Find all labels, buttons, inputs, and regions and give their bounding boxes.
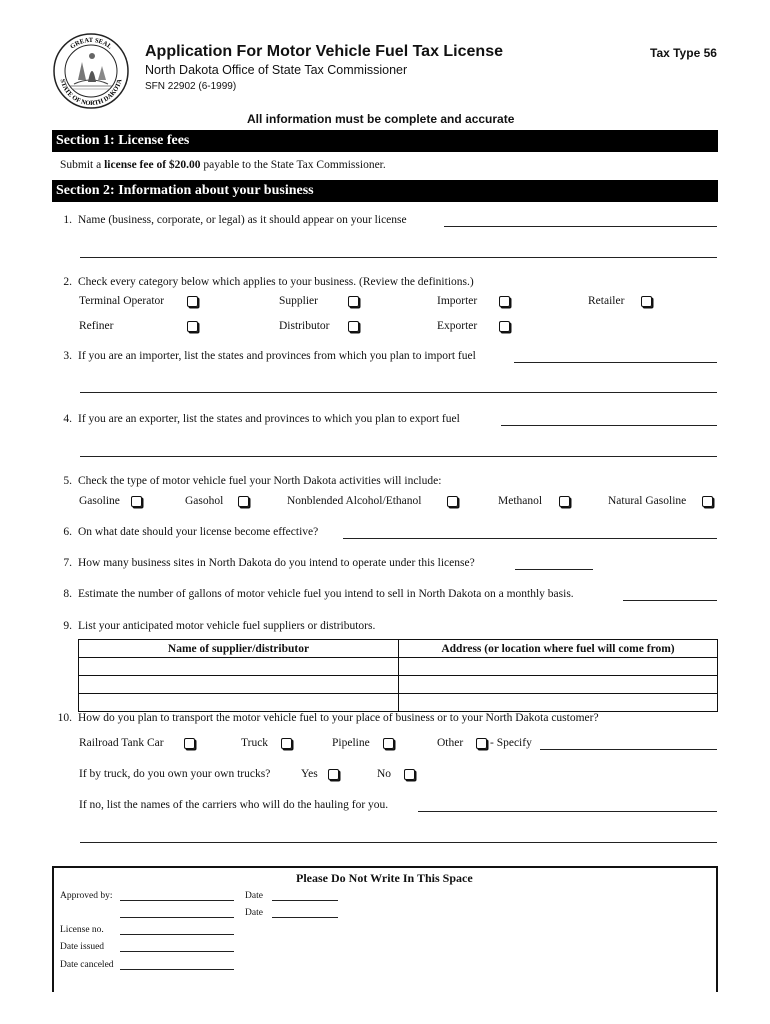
section-1-heading: Section 1: License fees xyxy=(52,130,718,152)
checkbox-pipeline-box[interactable] xyxy=(383,738,394,749)
checkbox-retailer[interactable]: Retailer xyxy=(588,295,625,307)
checkbox-no-box[interactable] xyxy=(404,769,415,780)
question-4: 4. If you are an exporter, list the states and provinces to which you plan to export fuel xyxy=(63,413,460,425)
question-7: 7. How many business sites in North Dakota do you intend to operate under this license? xyxy=(63,557,475,569)
checkbox-distributor[interactable]: Distributor xyxy=(279,320,330,332)
question-5: 5. Check the type of motor vehicle fuel your North Dakota activities will include: xyxy=(63,475,442,487)
date-issued-field xyxy=(120,951,234,952)
form-title: Application For Motor Vehicle Fuel Tax License xyxy=(145,43,503,60)
specify-label: - Specify xyxy=(490,737,532,749)
checkbox-gasoline[interactable]: Gasoline xyxy=(79,495,120,507)
office-use-heading: Please Do Not Write In This Space xyxy=(296,871,473,885)
supplier-address-cell[interactable] xyxy=(399,658,718,676)
question-6: 6. On what date should your license become effective? xyxy=(63,526,319,538)
business-sites-field[interactable] xyxy=(515,569,593,570)
state-seal-logo xyxy=(52,32,130,110)
checkbox-exporter-box[interactable] xyxy=(499,321,510,332)
section-2-heading: Section 2: Information about your business xyxy=(52,180,718,202)
effective-date-field[interactable] xyxy=(343,538,717,539)
svg-text:GREAT SEAL: GREAT SEAL xyxy=(69,36,113,51)
checkbox-supplier[interactable]: Supplier xyxy=(279,295,318,307)
other-specify-field[interactable] xyxy=(540,749,717,750)
checkbox-terminal-operator-box[interactable] xyxy=(187,296,198,307)
date-field-2 xyxy=(272,917,338,918)
table-row xyxy=(79,658,718,676)
suppliers-table xyxy=(78,639,718,712)
export-states-field[interactable] xyxy=(501,425,717,426)
carriers-question: If no, list the names of the carriers who will do the hauling for you. xyxy=(79,799,389,811)
table-row xyxy=(79,694,718,712)
license-fee-text: Submit a license fee of $20.00 payable to the State Tax Commissioner. xyxy=(60,159,386,171)
checkbox-other-box[interactable] xyxy=(476,738,487,749)
supplier-name-cell[interactable] xyxy=(79,694,399,712)
checkbox-truck[interactable]: Truck xyxy=(241,737,269,749)
date-field xyxy=(272,900,338,901)
question-9: 9. List your anticipated motor vehicle fuel suppliers or distributors. xyxy=(63,620,376,632)
business-name-field[interactable] xyxy=(444,226,717,227)
question-1: 1. Name (business, corporate, or legal) as it should appear on your license xyxy=(63,214,407,226)
tax-type: Tax Type 56 xyxy=(650,46,717,60)
date-canceled-label: Date canceled xyxy=(60,960,114,970)
checkbox-importer[interactable]: Importer xyxy=(437,295,478,307)
svg-text:STATE OF NORTH DAKOTA: STATE OF NORTH DAKOTA xyxy=(58,78,124,108)
license-no-field xyxy=(120,934,234,935)
table-row xyxy=(79,676,718,694)
supplier-name-header: Name of supplier/distributor xyxy=(79,640,399,658)
checkbox-refiner[interactable]: Refiner xyxy=(79,320,114,332)
checkbox-gasohol[interactable]: Gasohol xyxy=(185,495,224,507)
date-label: Date xyxy=(245,891,263,901)
import-states-field[interactable] xyxy=(514,362,717,363)
notice-text: All information must be complete and accurate xyxy=(247,112,515,126)
checkbox-yes-box[interactable] xyxy=(328,769,339,780)
license-no-label: License no. xyxy=(60,925,104,935)
checkbox-railroad-tank-car-box[interactable] xyxy=(184,738,195,749)
carriers-field[interactable] xyxy=(418,811,717,812)
supplier-address-cell[interactable] xyxy=(399,676,718,694)
checkbox-pipeline[interactable]: Pipeline xyxy=(332,737,370,749)
export-states-field-line-2[interactable] xyxy=(80,456,717,457)
form-number: SFN 22902 (6-1999) xyxy=(145,81,237,92)
question-2: 2. Check every category below which applies to your business. (Review the definitions.) xyxy=(63,276,474,288)
approved-by-label: Approved by: xyxy=(60,891,113,901)
checkbox-methanol[interactable]: Methanol xyxy=(498,495,543,507)
question-10: 10. How do you plan to transport the motor vehicle fuel to your place of business or to your North Dakota customer? xyxy=(57,712,599,724)
date-issued-label: Date issued xyxy=(60,942,105,952)
monthly-gallons-field[interactable] xyxy=(623,600,717,601)
checkbox-methanol-box[interactable] xyxy=(559,496,570,507)
date-label-2: Date xyxy=(245,908,263,918)
checkbox-nonblended-alcohol[interactable]: Nonblended Alcohol/Ethanol xyxy=(287,495,422,507)
import-states-field-line-2[interactable] xyxy=(80,392,717,393)
checkbox-supplier-box[interactable] xyxy=(348,296,359,307)
checkbox-gasoline-box[interactable] xyxy=(131,496,142,507)
supplier-address-header: Address (or location where fuel will come from) xyxy=(399,640,718,658)
question-3: 3. If you are an importer, list the states and provinces from which you plan to import fuel xyxy=(63,350,476,362)
checkbox-railroad-tank-car[interactable]: Railroad Tank Car xyxy=(79,737,164,749)
checkbox-distributor-box[interactable] xyxy=(348,321,359,332)
date-canceled-field xyxy=(120,969,234,970)
carriers-field-line-2[interactable] xyxy=(80,842,717,843)
supplier-name-cell[interactable] xyxy=(79,676,399,694)
approved-by-field-2 xyxy=(120,917,234,918)
truck-ownership-question: If by truck, do you own your own trucks? xyxy=(79,768,271,780)
supplier-name-cell[interactable] xyxy=(79,658,399,676)
checkbox-gasohol-box[interactable] xyxy=(238,496,249,507)
checkbox-nonblended-alcohol-box[interactable] xyxy=(447,496,458,507)
business-name-field-line-2[interactable] xyxy=(80,257,717,258)
checkbox-importer-box[interactable] xyxy=(499,296,510,307)
checkbox-natural-gasoline-box[interactable] xyxy=(702,496,713,507)
approved-by-field xyxy=(120,900,234,901)
question-8: 8. Estimate the number of gallons of motor vehicle fuel you intend to sell in North Dakota on a monthly basis. xyxy=(63,588,574,600)
checkbox-other[interactable]: Other xyxy=(437,737,464,749)
agency-name: North Dakota Office of State Tax Commissioner xyxy=(145,63,408,77)
checkbox-terminal-operator[interactable]: Terminal Operator xyxy=(79,295,165,307)
checkbox-exporter[interactable]: Exporter xyxy=(437,320,478,332)
checkbox-yes[interactable]: Yes xyxy=(301,768,318,780)
checkbox-natural-gasoline[interactable]: Natural Gasoline xyxy=(608,495,687,507)
checkbox-no[interactable]: No xyxy=(377,768,392,780)
checkbox-truck-box[interactable] xyxy=(281,738,292,749)
supplier-address-cell[interactable] xyxy=(399,694,718,712)
checkbox-refiner-box[interactable] xyxy=(187,321,198,332)
checkbox-retailer-box[interactable] xyxy=(641,296,652,307)
